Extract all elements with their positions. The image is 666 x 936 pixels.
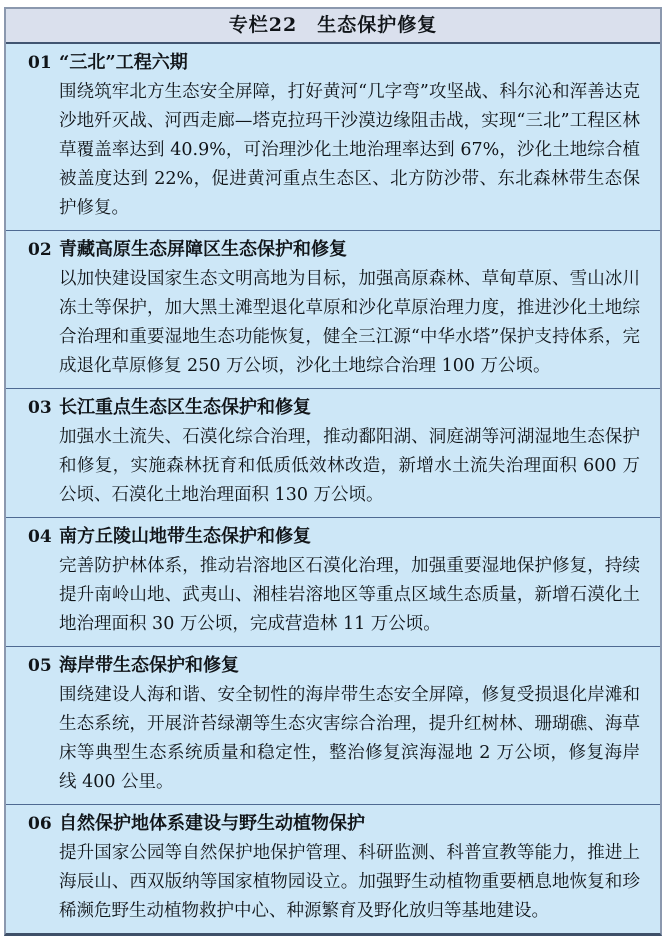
section-heading: [6, 522, 660, 552]
section-body: 围绕建设人海和谐、安全韧性的海岸带生态安全屏障，修复受损退化岸滩和生态系统，开展浒苔绿潮等生态灾害综合治理，提升红树林、珊瑚礁、海草床等典型生态系统质量和稳定性，整治修复滨海湿地 2 万公顷，修复海岸线 400 公里。: [59, 685, 640, 792]
section-body: 加强水土流失、石漠化综合治理，推动鄱阳湖、洞庭湖等河湖湿地生态保护和修复，实施森林抚育和低质低效林改造，新增水土流失治理面积 600 万公顷、石漠化土地治理面积 130 万公顷。: [59, 427, 640, 505]
section-row: [6, 804, 660, 933]
section-heading: [6, 235, 660, 265]
section-title: 海岸带生态保护和修复: [59, 655, 239, 676]
section-title: 南方丘陵山地带生态保护和修复: [59, 526, 311, 547]
section-number: 03: [28, 398, 52, 418]
section-number: 04: [28, 527, 52, 547]
section-row: [6, 517, 660, 646]
section-row: [6, 44, 660, 230]
section-title: 自然保护地体系建设与野生动植物保护: [59, 813, 365, 834]
section-row: [6, 646, 660, 804]
panel-title: 专栏22 生态保护修复: [6, 9, 660, 44]
section-body: 以加快建设国家生态文明高地为目标，加强高原森林、草甸草原、雪山冰川冻土等保护，加大黑土滩型退化草原和沙化草原治理力度，推进沙化土地综合治理和重要湿地生态功能恢复，健全三江源“中华水塔”保护支持体系，完成退化草原修复 250 万公顷，沙化土地综合治理 100 万公顷。: [59, 269, 640, 376]
section-number: 05: [28, 656, 52, 676]
section-row: [6, 388, 660, 517]
section-number: 06: [28, 814, 52, 834]
section-number: 02: [28, 240, 52, 260]
section-number: 01: [28, 53, 52, 73]
section-row: [6, 230, 660, 388]
section-heading: [6, 393, 660, 423]
section-title: 青藏高原生态屏障区生态保护和修复: [59, 239, 347, 260]
section-title: “三北”工程六期: [59, 52, 188, 73]
section-body: 完善防护林体系，推动岩溶地区石漠化治理，加强重要湿地保护修复，持续提升南岭山地、武夷山、湘桂岩溶地区等重点区域生态质量，新增石漠化土地治理面积 30 万公顷，完成营造林 11 万公顷。: [59, 556, 640, 634]
section-heading: [6, 651, 660, 681]
section-heading: [6, 809, 660, 839]
section-title: 长江重点生态区生态保护和修复: [59, 397, 311, 418]
section-body: 围绕筑牢北方生态安全屏障，打好黄河“几字弯”攻坚战、科尔沁和浑善达克沙地歼灭战、河西走廊—塔克拉玛干沙漠边缘阻击战，实现“三北”工程区林草覆盖率达到 40.9%，可治理沙化土地治理率达到 67%，沙化土地综合植被盖度达到 22%，促进黄河重点生态区、北方防沙带、东北森林带生态保护修复。: [59, 82, 640, 218]
section-heading: [6, 48, 660, 78]
section-body: 提升国家公园等自然保护地保护管理、科研监测、科普宣教等能力，推进上海辰山、西双版纳等国家植物园设立。加强野生动植物重要栖息地恢复和珍稀濒危野生动植物救护中心、种源繁育及野化放归等基地建设。: [59, 843, 640, 921]
column-box: [4, 7, 662, 936]
